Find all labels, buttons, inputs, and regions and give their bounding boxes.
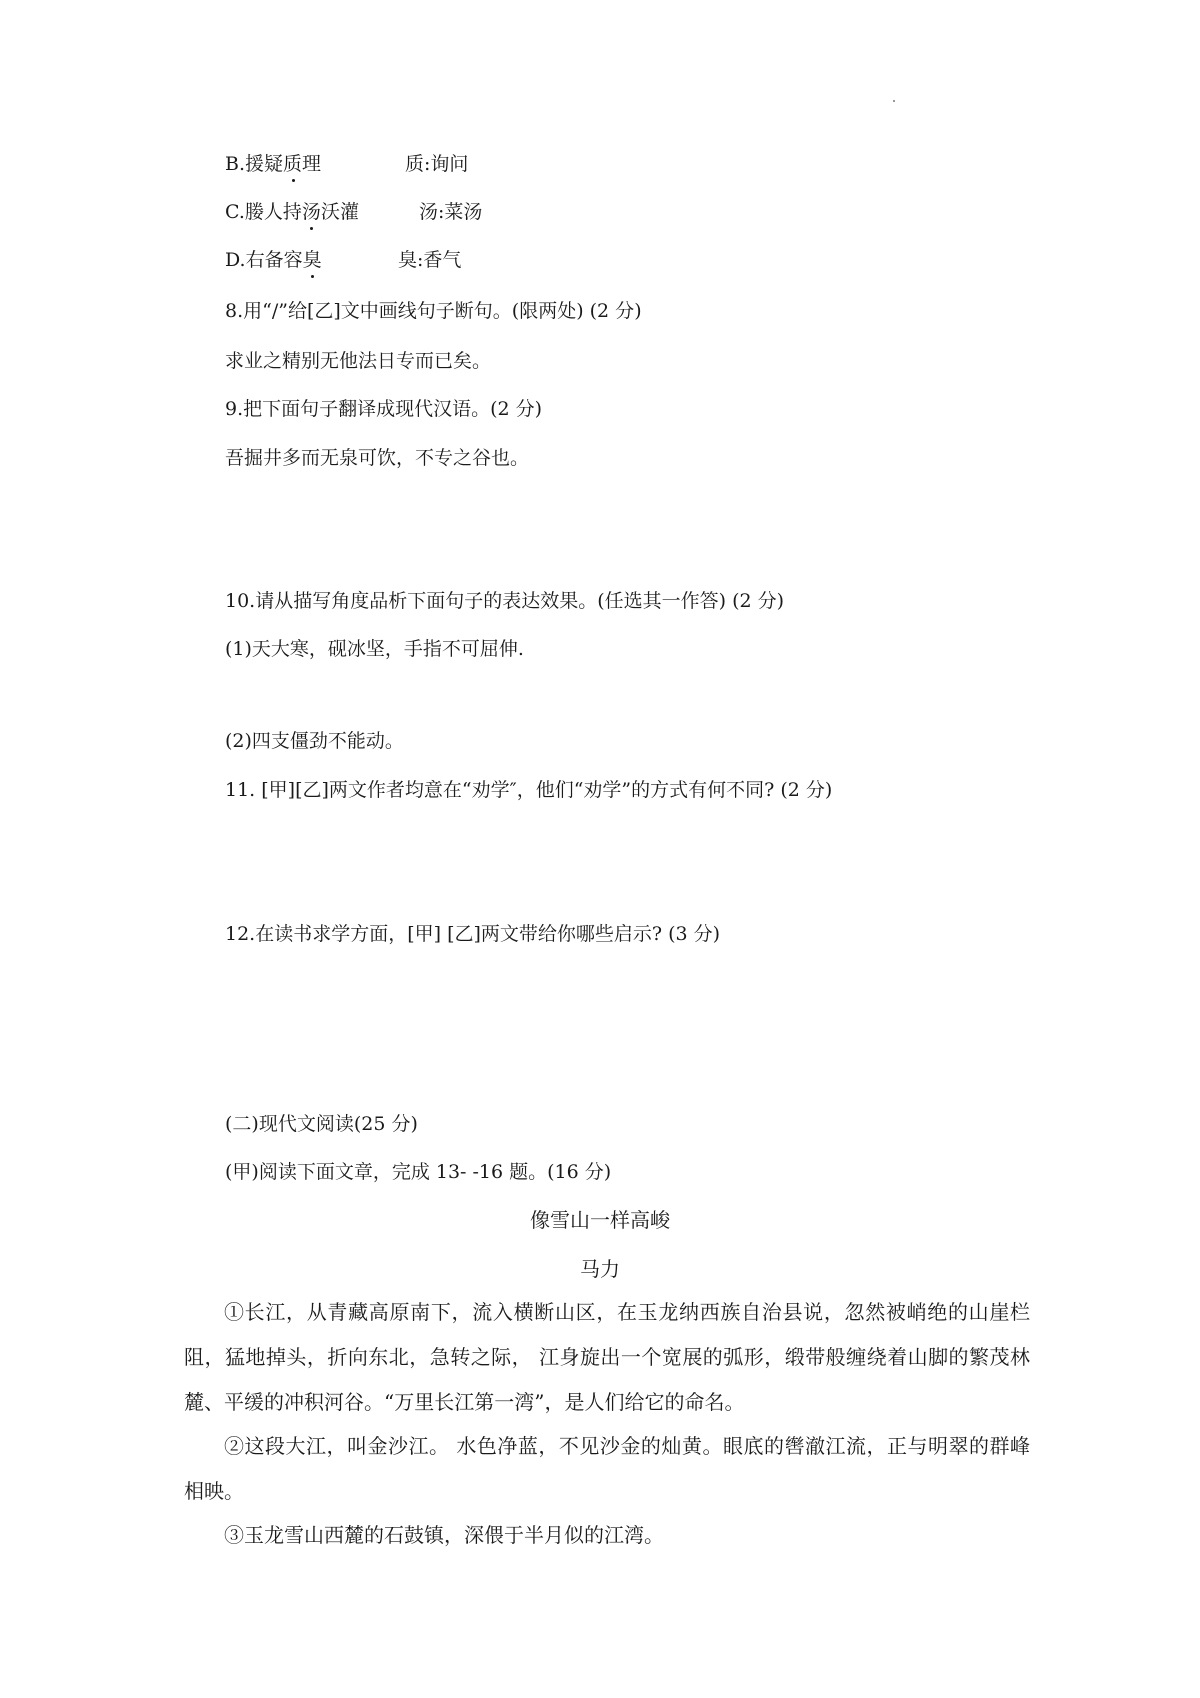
choice-b-gloss: 质:询问	[405, 153, 469, 175]
question-12: 12.在读书求学方面，[甲] [乙]两文带给你哪些启示? (3 分)	[225, 923, 721, 945]
question-8-sentence: 求业之精别无他法日专而已矣。	[225, 350, 492, 372]
choice-c-gloss: 汤:菜汤	[419, 201, 483, 223]
article-paragraph-1: ①长江，从青藏高原南下，流入横断山区，在玉龙纳西族自治县说，忽然被峭绝的山崖栏阻，猛地掉头，折向东北，急转之际， 江身旋出一个宽展的弧形，缎带般缠绕着山脚的繁茂林麓、平缓的冲积河谷。“万里长江第一湾”，是人们给它的命名。	[184, 1300, 1030, 1414]
question-11: 11. [甲][乙]两文作者均意在“劝学″，他们“劝学”的方式有何不同? (2 分)	[225, 779, 833, 801]
choice-text-pre: 右备容	[245, 249, 303, 271]
question-8: 8.用“/”给[乙]文中画线句子断句。(限两处) (2 分)	[225, 300, 642, 322]
choice-letter: B.	[225, 153, 246, 175]
section-instruction: (甲)阅读下面文章，完成 13- -16 题。(16 分)	[225, 1161, 612, 1183]
article-author: 马力	[580, 1257, 620, 1281]
choice-c	[225, 200, 359, 224]
choice-text-pre: 媵人持	[244, 201, 302, 223]
article-paragraph-3: ③玉龙雪山西麓的石鼓镇，深偎于半月似的江湾。	[224, 1523, 664, 1547]
question-9: 9.把下面句子翻译成现代汉语。(2 分)	[225, 398, 543, 420]
emphasis-dot-char: 质	[283, 153, 303, 175]
question-10-item-1: (1)天大寒，砚冰坚，手指不可屈伸.	[225, 638, 524, 660]
choice-letter: D.	[225, 249, 246, 271]
choice-d-gloss: 臭:香气	[398, 249, 462, 271]
question-9-sentence: 吾掘井多而无泉可饮，不专之谷也。	[225, 447, 530, 469]
article-paragraph-2: ②这段大江，叫金沙江。 水色净蓝，不见沙金的灿黄。眼底的辔澈江流，正与明翠的群峰相映。	[184, 1434, 1030, 1503]
choice-b	[225, 152, 321, 176]
choice-text-pre: 援疑	[245, 153, 284, 175]
emphasis-dot-char: 臭	[302, 249, 322, 271]
emphasis-dot-char: 汤	[301, 201, 321, 223]
choice-letter: C.	[225, 201, 245, 223]
scan-speck	[893, 100, 895, 102]
choice-text-post: 理	[302, 153, 322, 175]
choice-d	[225, 248, 322, 272]
question-10-item-2: (2)四支僵劲不能动。	[225, 730, 404, 752]
section-heading: (二)现代文阅读(25 分)	[225, 1113, 418, 1135]
article-title: 像雪山一样高峻	[530, 1208, 670, 1232]
question-10: 10.请从描写角度品析下面句子的表达效果。(任选其一作答) (2 分)	[225, 590, 785, 612]
choice-text-post: 沃灌	[320, 201, 359, 223]
